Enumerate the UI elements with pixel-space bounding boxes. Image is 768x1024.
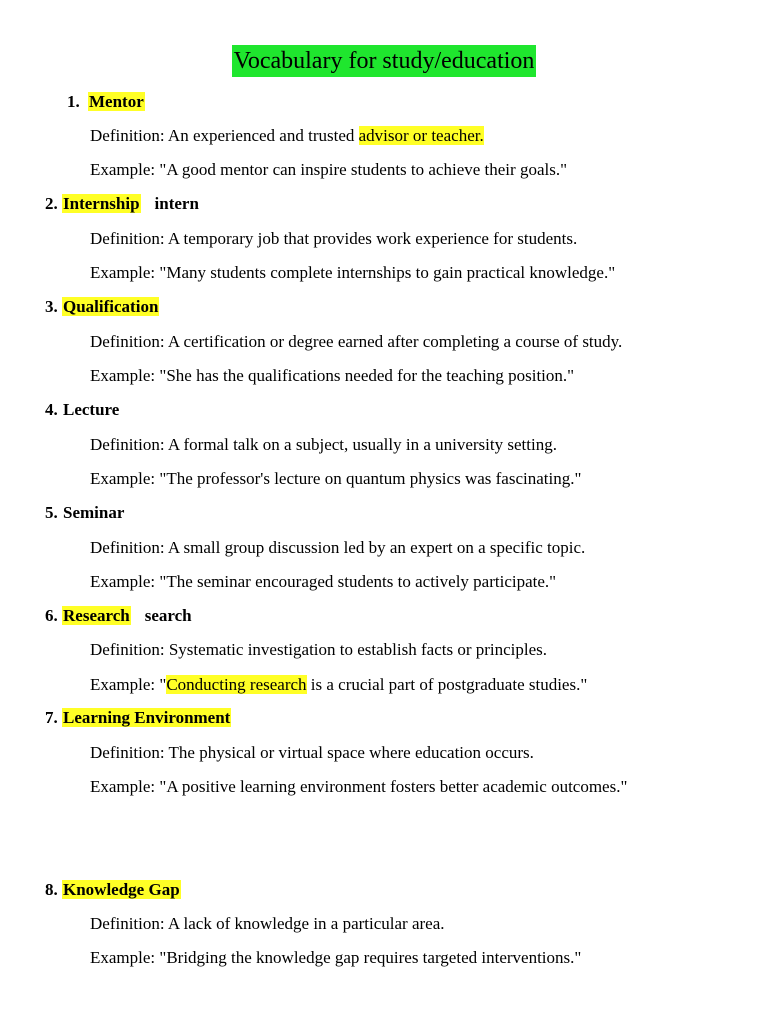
entry-term: Internship — [63, 194, 140, 213]
definition-text: Definition: An experienced and trusted — [90, 126, 359, 145]
definition-text: Definition: A certification or degree earned after completing a course of study. — [90, 332, 623, 351]
entry-3-definition — [90, 331, 622, 353]
entry-number: 8. — [45, 880, 58, 899]
example-text: Example: "The professor's lecture on quantum physics was fascinating." — [90, 469, 582, 488]
entry-5-definition — [90, 537, 585, 559]
entry-term: Research — [63, 606, 130, 625]
entry-note: intern — [154, 194, 199, 213]
entry-2-example — [90, 262, 615, 284]
definition-text: Definition: A formal talk on a subject, usually in a university setting. — [90, 435, 557, 454]
entry-2-definition — [90, 228, 577, 250]
page-title: Vocabulary for study/education — [232, 45, 537, 77]
example-text: Example: " — [90, 675, 167, 694]
entry-1-definition — [90, 125, 484, 147]
example-text-suffix: is a crucial part of postgraduate studies." — [306, 675, 588, 694]
entry-5-example — [90, 571, 556, 593]
entry-number: 3. — [45, 297, 58, 316]
entry-4-definition — [90, 434, 557, 456]
entry-2-heading — [45, 193, 199, 215]
example-text: Example: "Bridging the knowledge gap requires targeted interventions." — [90, 948, 582, 967]
entry-8-example — [90, 947, 581, 969]
definition-text: Definition: A lack of knowledge in a particular area. — [90, 914, 445, 933]
entry-1-example — [90, 159, 567, 181]
definition-text: Definition: A small group discussion led by an expert on a specific topic. — [90, 538, 586, 557]
entry-7-heading — [45, 707, 231, 729]
example-text: Example: "She has the qualifications needed for the teaching position." — [90, 366, 575, 385]
entry-number: 7. — [45, 708, 58, 727]
entry-4-example — [90, 468, 581, 490]
entry-term: Learning Environment — [63, 708, 231, 727]
entry-term: Lecture — [63, 400, 120, 419]
definition-text: Definition: A temporary job that provides work experience for students. — [90, 229, 578, 248]
entry-8-definition — [90, 913, 445, 935]
entry-number: 6. — [45, 606, 58, 625]
entry-3-example — [90, 365, 574, 387]
entry-number: 4. — [45, 400, 58, 419]
entry-1-heading — [67, 91, 145, 113]
entry-term: Knowledge Gap — [63, 880, 180, 899]
definition-text: Definition: Systematic investigation to establish facts or principles. — [90, 640, 548, 659]
example-text: Example: "A positive learning environment fosters better academic outcomes." — [90, 777, 628, 796]
example-text: Example: "The seminar encouraged students to actively participate." — [90, 572, 557, 591]
entry-term: Seminar — [63, 503, 125, 522]
entry-7-definition — [90, 742, 534, 764]
entry-term: Mentor — [89, 92, 144, 111]
entry-note: search — [144, 606, 192, 625]
entry-4-heading — [45, 399, 120, 421]
entry-7-example — [90, 776, 627, 798]
example-text: Example: "A good mentor can inspire students to achieve their goals." — [90, 160, 568, 179]
entry-term: Qualification — [63, 297, 159, 316]
entry-6-heading — [45, 605, 192, 627]
entry-3-heading — [45, 296, 159, 318]
entry-number: 5. — [45, 503, 58, 522]
definition-highlight: advisor or teacher. — [358, 126, 484, 145]
entry-number: 2. — [45, 194, 58, 213]
definition-text: Definition: The physical or virtual space where education occurs. — [90, 743, 534, 762]
entry-8-heading — [45, 879, 181, 901]
entry-6-example — [90, 674, 587, 696]
entry-5-heading — [45, 502, 125, 524]
entry-number: 1. — [67, 92, 80, 111]
entry-6-definition — [90, 639, 547, 661]
example-highlight: Conducting research — [166, 675, 307, 694]
example-text: Example: "Many students complete internships to gain practical knowledge." — [90, 263, 616, 282]
title-wrapper — [0, 45, 768, 77]
